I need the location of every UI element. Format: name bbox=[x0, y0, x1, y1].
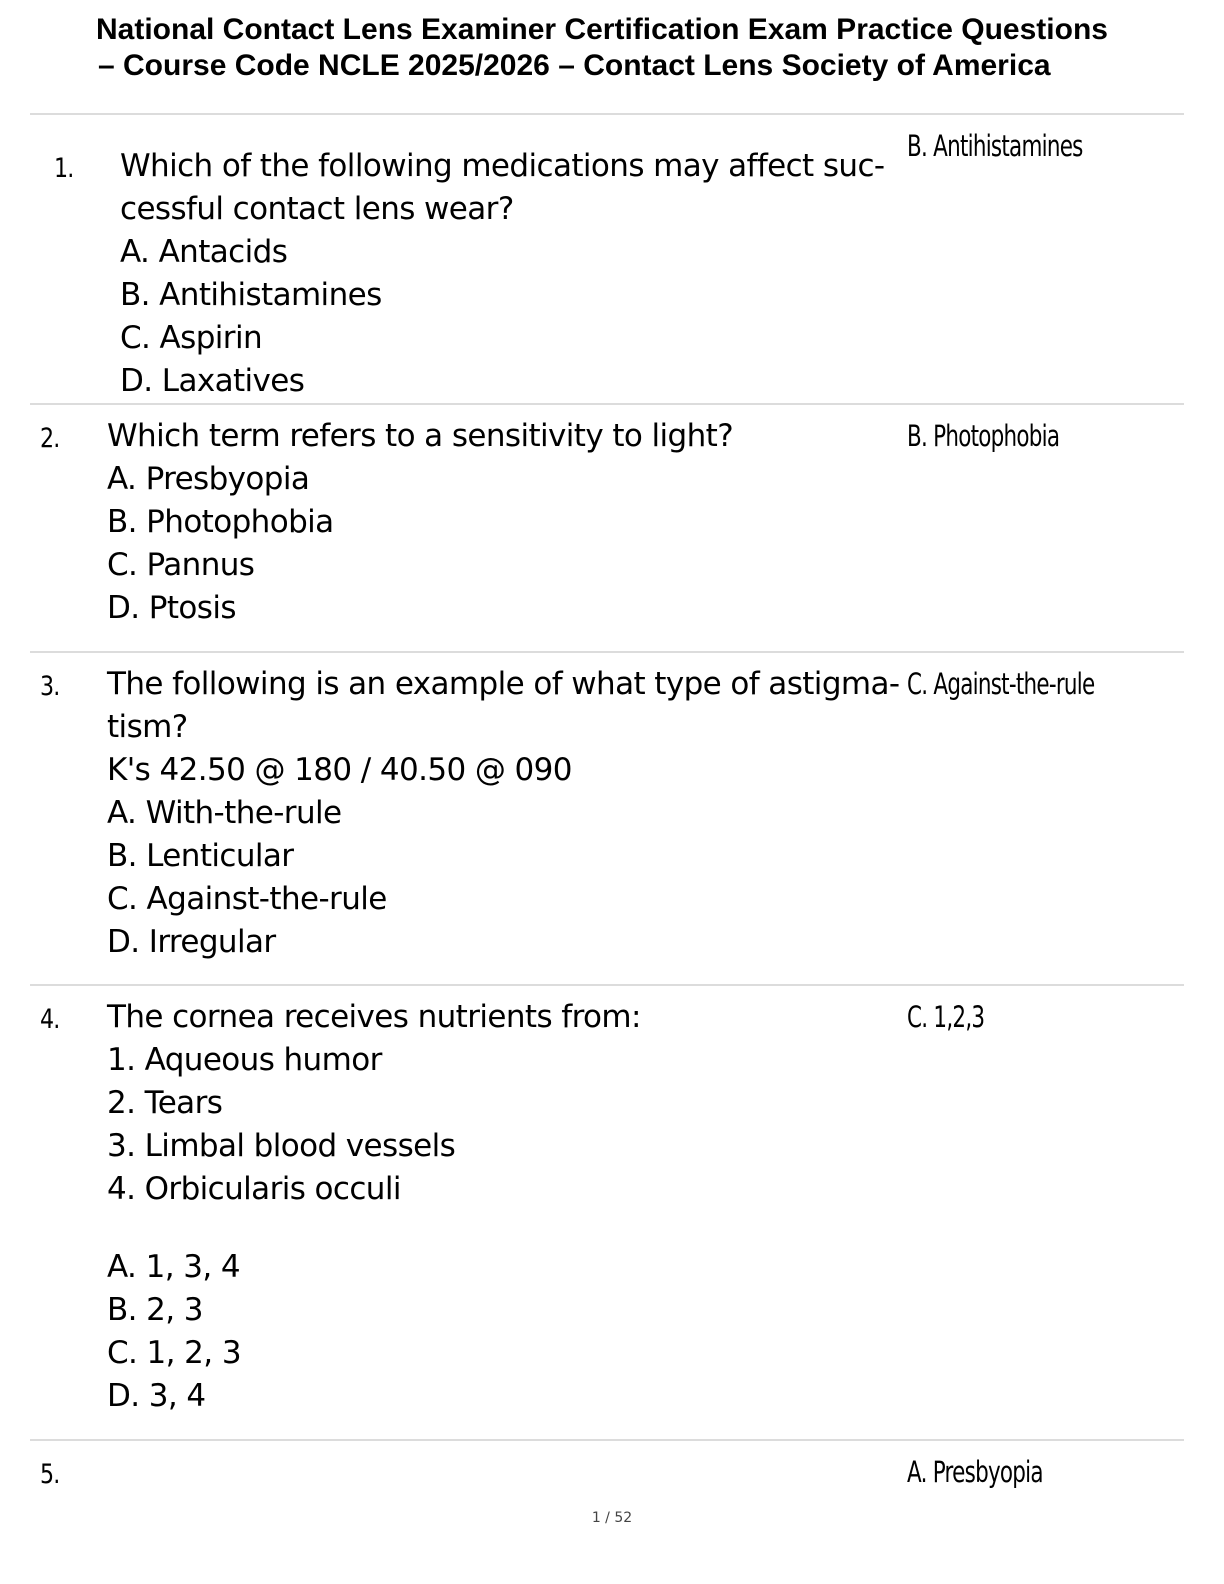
option-c: C. Aspirin bbox=[120, 320, 263, 356]
option-b: B. Photophobia bbox=[107, 504, 334, 540]
option-d: D. Laxatives bbox=[120, 363, 305, 399]
option-a: A. 1, 3, 4 bbox=[107, 1249, 240, 1285]
answer-text: C. Against-the-rule bbox=[907, 667, 1095, 701]
question-body bbox=[107, 996, 641, 1418]
list-item: 4. Orbicularis occuli bbox=[107, 1171, 401, 1207]
question-text: Which term refers to a sensitivity to light? bbox=[107, 418, 734, 454]
option-b: B. 2, 3 bbox=[107, 1292, 203, 1328]
answer-text: B. Photophobia bbox=[907, 419, 1060, 453]
question-text: Which of the following medications may affect suc- bbox=[120, 148, 885, 184]
divider bbox=[30, 1439, 1184, 1441]
divider bbox=[30, 984, 1184, 986]
option-d: D. Ptosis bbox=[107, 590, 236, 626]
answer-text: A. Presbyopia bbox=[907, 1455, 1043, 1489]
question-text: The cornea receives nutrients from: bbox=[107, 999, 641, 1035]
question-text: cessful contact lens wear? bbox=[120, 191, 514, 227]
divider bbox=[30, 651, 1184, 653]
list-item: 3. Limbal blood vessels bbox=[107, 1128, 456, 1164]
divider bbox=[30, 403, 1184, 405]
option-a: A. Presbyopia bbox=[107, 461, 310, 497]
option-b: B. Lenticular bbox=[107, 838, 294, 874]
question-text: tism? bbox=[107, 709, 188, 745]
question-number: 4. bbox=[40, 1004, 60, 1035]
answer-text: B. Antihistamines bbox=[907, 129, 1083, 163]
question-number: 3. bbox=[40, 671, 60, 702]
question-text: The following is an example of what type of astigma- bbox=[107, 666, 900, 702]
option-d: D. 3, 4 bbox=[107, 1378, 206, 1414]
title-line-2: – Course Code NCLE 2025/2026 – Contact Lens Society of America bbox=[98, 49, 1051, 82]
list-item: 2. Tears bbox=[107, 1085, 223, 1121]
question-number: 2. bbox=[40, 423, 60, 454]
answer-text: C. 1,2,3 bbox=[907, 1000, 985, 1034]
title-line-1: National Contact Lens Examiner Certification Exam Practice Questions bbox=[96, 13, 1108, 46]
option-c: C. 1, 2, 3 bbox=[107, 1335, 241, 1371]
option-c: C. Against-the-rule bbox=[107, 881, 387, 917]
question-number: 5. bbox=[40, 1459, 60, 1490]
list-item: 1. Aqueous humor bbox=[107, 1042, 382, 1078]
divider bbox=[30, 113, 1184, 115]
option-a: A. Antacids bbox=[120, 234, 288, 270]
option-c: C. Pannus bbox=[107, 547, 255, 583]
question-text: K's 42.50 @ 180 / 40.50 @ 090 bbox=[107, 752, 572, 788]
page-indicator: 1 / 52 bbox=[591, 1510, 633, 1526]
question-number: 1. bbox=[54, 153, 74, 184]
option-d: D. Irregular bbox=[107, 924, 276, 960]
option-a: A. With-the-rule bbox=[107, 795, 342, 831]
question-body bbox=[107, 663, 899, 964]
question-body bbox=[107, 415, 733, 630]
document-title bbox=[96, 12, 1186, 84]
question-body bbox=[120, 145, 885, 403]
option-b: B. Antihistamines bbox=[120, 277, 382, 313]
